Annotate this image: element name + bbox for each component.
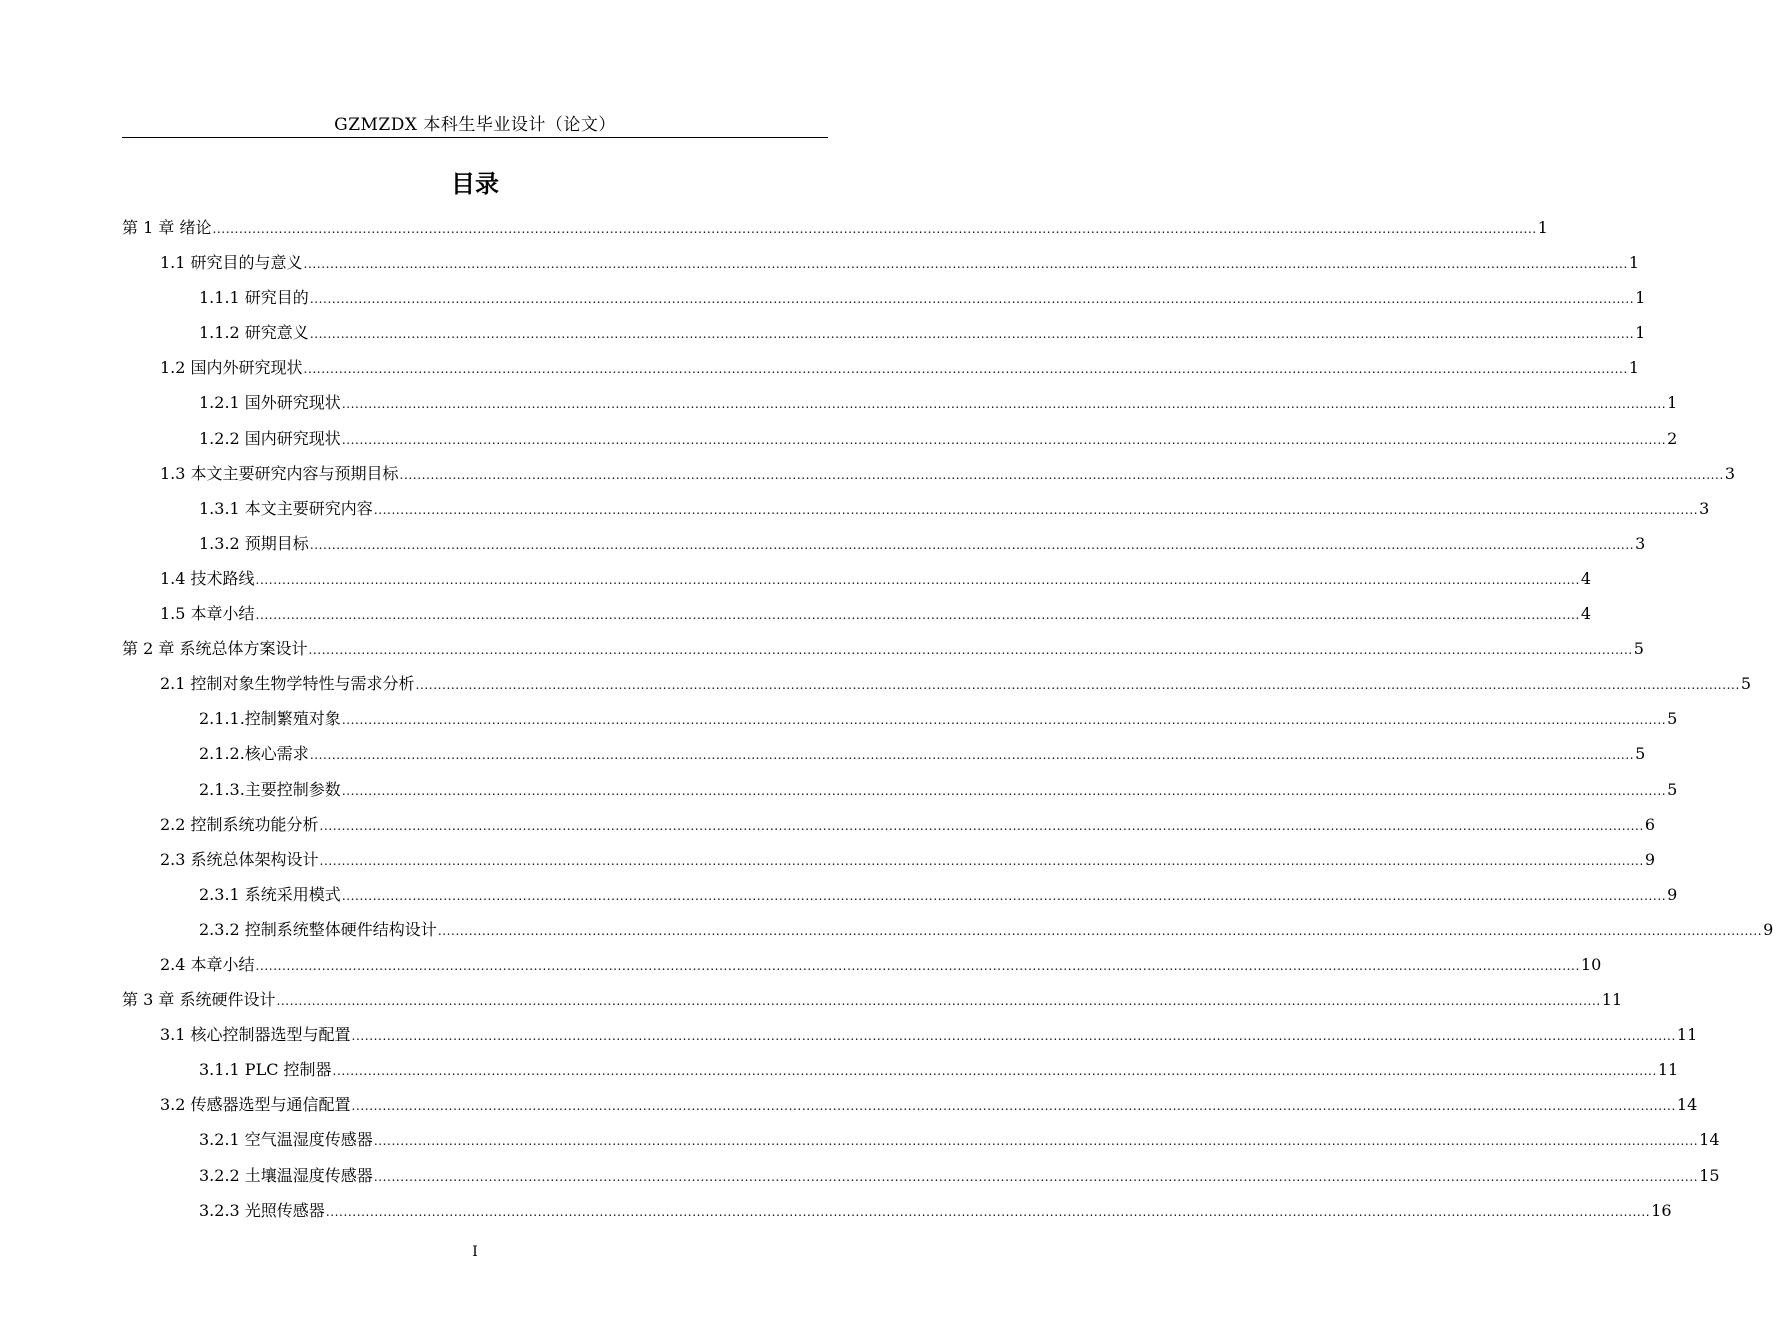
dot-leader: ............................................................................................................................................................................................................................................................................................................: [309, 292, 1635, 307]
header-rule: [122, 137, 828, 138]
toc-entry-title: 1.4 技术路线: [160, 568, 255, 588]
toc-entry-page: 1: [1537, 218, 1548, 237]
dot-leader: ............................................................................................................................................................................................................................................................................................................: [415, 678, 1740, 693]
toc-entry-title: 1.1.2 研究意义: [199, 323, 309, 343]
toc-entry[interactable]: [122, 491, 1710, 526]
toc-entry-page: 10: [1580, 954, 1602, 974]
dot-leader: ............................................................................................................................................................................................................................................................................................................: [341, 888, 1667, 903]
toc-entry-title: 2.3.2 控制系统整体硬件结构设计: [199, 919, 437, 939]
toc-entry-page: 1: [1635, 288, 1646, 308]
toc-entry-page: 9: [1644, 849, 1656, 869]
dot-leader: ............................................................................................................................................................................................................................................................................................................: [351, 1099, 1676, 1114]
toc-entry-title: 3.1.1 PLC 控制器: [199, 1060, 332, 1080]
toc-entry-page: 16: [1651, 1200, 1672, 1220]
toc-entry[interactable]: [122, 877, 1678, 912]
toc-entry[interactable]: [122, 912, 1773, 947]
toc-entry-page: 5: [1667, 779, 1678, 799]
dot-leader: ............................................................................................................................................................................................................................................................................................................: [255, 608, 1580, 623]
toc-entry[interactable]: [122, 807, 1656, 842]
toc-entry-page: 1: [1628, 253, 1640, 273]
toc-entry-title: 第 1 章 绪论: [122, 218, 212, 237]
dot-leader: ............................................................................................................................................................................................................................................................................................................: [319, 818, 1644, 833]
dot-leader: ............................................................................................................................................................................................................................................................................................................: [351, 1029, 1676, 1044]
toc-entry-title: 2.1.3.主要控制参数: [199, 779, 341, 799]
dot-leader: ............................................................................................................................................................................................................................................................................................................: [373, 1169, 1699, 1184]
toc-entry-title: 1.3.2 预期目标: [199, 533, 309, 553]
toc-entry[interactable]: [122, 1052, 1679, 1087]
dot-leader: ............................................................................................................................................................................................................................................................................................................: [255, 572, 1580, 587]
toc-entry[interactable]: [122, 561, 1592, 596]
dot-leader: ............................................................................................................................................................................................................................................................................................................: [341, 432, 1667, 447]
dot-leader: ............................................................................................................................................................................................................................................................................................................: [399, 467, 1724, 482]
toc-entry-title: 1.2 国内外研究现状: [160, 358, 303, 378]
toc-entry[interactable]: [122, 596, 1592, 631]
toc-entry-page: 1: [1628, 358, 1640, 378]
dot-leader: ............................................................................................................................................................................................................................................................................................................: [341, 713, 1667, 728]
dot-leader: ............................................................................................................................................................................................................................................................................................................: [303, 257, 1628, 272]
toc-entry-page: 14: [1676, 1095, 1698, 1115]
toc-entry[interactable]: [122, 666, 1752, 701]
toc-entry-page: 4: [1580, 604, 1592, 624]
toc-entry[interactable]: [122, 701, 1678, 736]
page-number: I: [472, 1244, 478, 1260]
toc-entry[interactable]: [122, 982, 1623, 1017]
toc-entry-page: 9: [1667, 884, 1678, 904]
toc-entry-page: 11: [1657, 1060, 1679, 1080]
toc-entry-title: 3.2.2 土壤温湿度传感器: [199, 1165, 373, 1185]
toc-entry-page: 5: [1635, 744, 1646, 764]
dot-leader: ............................................................................................................................................................................................................................................................................................................: [212, 222, 1537, 236]
toc-title: 目录: [451, 170, 499, 198]
toc-entry-page: 14: [1699, 1130, 1720, 1150]
toc-entry-title: 2.4 本章小结: [160, 954, 255, 974]
toc-entry[interactable]: [122, 421, 1678, 456]
toc-entry-title: 2.3 系统总体架构设计: [160, 849, 319, 869]
dot-leader: ............................................................................................................................................................................................................................................................................................................: [309, 327, 1635, 342]
toc-entry-title: 2.1 控制对象生物学特性与需求分析: [160, 674, 415, 694]
toc-entry[interactable]: [122, 245, 1640, 280]
toc-entry-title: 2.1.2.核心需求: [199, 744, 309, 764]
dot-leader: ............................................................................................................................................................................................................................................................................................................: [437, 923, 1763, 938]
toc-entry-title: 1.5 本章小结: [160, 604, 255, 624]
toc-entry-page: 11: [1676, 1025, 1698, 1045]
toc-entry-page: 5: [1667, 709, 1678, 729]
toc-entry[interactable]: [122, 1158, 1720, 1193]
toc-entry-page: 5: [1740, 674, 1752, 694]
toc-entry-page: 4: [1580, 568, 1592, 588]
toc-entry-page: 5: [1633, 639, 1644, 659]
dot-leader: ............................................................................................................................................................................................................................................................................................................: [341, 397, 1667, 412]
toc-entry-page: 11: [1601, 990, 1623, 1010]
dot-leader: ............................................................................................................................................................................................................................................................................................................: [319, 853, 1644, 868]
toc-entry-page: 1: [1667, 393, 1678, 413]
toc-entry-page: 6: [1644, 814, 1656, 834]
toc-entry-title: 3.2 传感器选型与通信配置: [160, 1095, 351, 1115]
toc-entry[interactable]: [122, 1017, 1698, 1052]
page-header: GZMZDX 本科生毕业设计（论文）: [334, 115, 616, 135]
toc-entry-title: 第 3 章 系统硬件设计: [122, 990, 276, 1010]
toc-entry-page: 3: [1635, 533, 1646, 553]
table-of-contents: [122, 210, 1773, 1228]
toc-entry-page: 1: [1635, 323, 1646, 343]
dot-leader: ............................................................................................................................................................................................................................................................................................................: [276, 994, 1601, 1009]
dot-leader: ............................................................................................................................................................................................................................................................................................................: [309, 748, 1635, 763]
toc-entry-title: 2.3.1 系统采用模式: [199, 884, 341, 904]
toc-entry-title: 1.2.1 国外研究现状: [199, 393, 341, 413]
toc-entry-title: 1.1 研究目的与意义: [160, 253, 303, 273]
dot-leader: ............................................................................................................................................................................................................................................................................................................: [255, 958, 1580, 973]
dot-leader: ............................................................................................................................................................................................................................................................................................................: [303, 362, 1628, 377]
toc-entry[interactable]: [122, 842, 1656, 877]
dot-leader: ............................................................................................................................................................................................................................................................................................................: [341, 783, 1667, 798]
toc-entry-title: 2.1.1.控制繁殖对象: [199, 709, 341, 729]
dot-leader: ............................................................................................................................................................................................................................................................................................................: [373, 502, 1699, 517]
toc-entry[interactable]: [122, 1087, 1698, 1122]
toc-entry[interactable]: [122, 526, 1646, 561]
toc-entry-page: 2: [1667, 428, 1678, 448]
toc-entry[interactable]: [122, 315, 1646, 350]
toc-entry-title: 1.3.1 本文主要研究内容: [199, 498, 373, 518]
toc-entry[interactable]: [122, 772, 1678, 807]
toc-entry[interactable]: [122, 1193, 1672, 1228]
toc-entry[interactable]: [122, 736, 1646, 771]
toc-entry[interactable]: [122, 456, 1736, 491]
toc-entry[interactable]: [122, 385, 1678, 420]
toc-entry[interactable]: [122, 280, 1646, 315]
toc-entry-title: 3.1 核心控制器选型与配置: [160, 1025, 351, 1045]
toc-entry-page: 3: [1699, 498, 1710, 518]
dot-leader: ............................................................................................................................................................................................................................................................................................................: [309, 537, 1635, 552]
dot-leader: ............................................................................................................................................................................................................................................................................................................: [373, 1134, 1699, 1149]
toc-entry-title: 第 2 章 系统总体方案设计: [122, 639, 308, 659]
toc-entry[interactable]: [122, 1122, 1720, 1157]
toc-entry-title: 3.2.3 光照传感器: [199, 1200, 325, 1220]
dot-leader: ............................................................................................................................................................................................................................................................................................................: [332, 1064, 1657, 1079]
toc-entry-page: 9: [1763, 919, 1773, 939]
toc-entry-title: 1.2.2 国内研究现状: [199, 428, 341, 448]
toc-entry-title: 1.3 本文主要研究内容与预期目标: [160, 463, 399, 483]
toc-entry-title: 1.1.1 研究目的: [199, 288, 309, 308]
toc-entry[interactable]: [122, 947, 1602, 982]
toc-entry-page: 15: [1699, 1165, 1720, 1185]
toc-entry-title: 2.2 控制系统功能分析: [160, 814, 319, 834]
toc-entry-page: 3: [1724, 463, 1736, 483]
toc-entry[interactable]: [122, 210, 1548, 245]
dot-leader: ............................................................................................................................................................................................................................................................................................................: [325, 1204, 1651, 1219]
dot-leader: ............................................................................................................................................................................................................................................................................................................: [308, 643, 1633, 658]
toc-entry-title: 3.2.1 空气温湿度传感器: [199, 1130, 373, 1150]
toc-entry[interactable]: [122, 631, 1644, 666]
toc-entry[interactable]: [122, 350, 1640, 385]
